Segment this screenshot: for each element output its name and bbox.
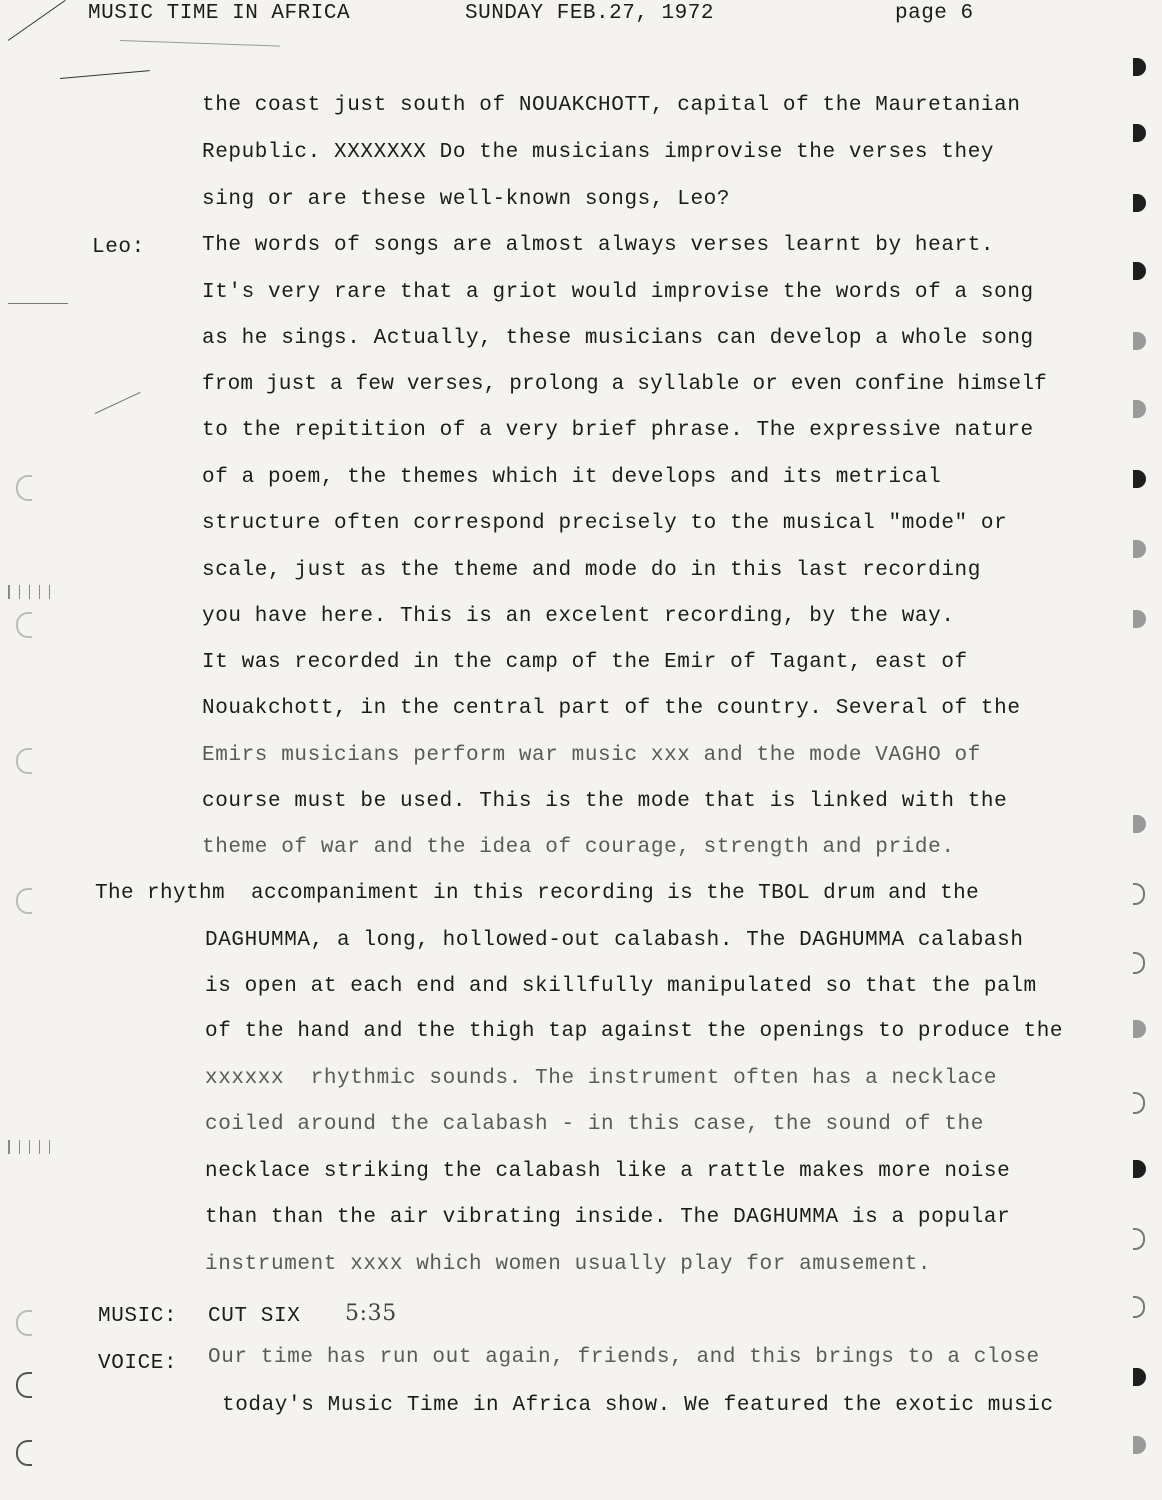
binder-hole <box>1133 610 1146 628</box>
script-line: DAGHUMMA, a long, hollowed-out calabash. The DAGHUMMA calabash <box>205 929 1024 952</box>
binder-hole <box>1133 1020 1146 1038</box>
pen-mark <box>60 70 150 79</box>
script-line: The rhythm accompaniment in this recording is the TBOL drum and the <box>95 882 980 905</box>
binder-hole <box>1133 400 1146 418</box>
edge-tick-marks <box>8 1140 53 1154</box>
binder-hole <box>1133 194 1146 212</box>
binder-hole <box>1133 815 1146 833</box>
binder-hole <box>1133 1368 1146 1386</box>
binder-ring-mark <box>16 1440 32 1466</box>
script-line: of the hand and the thigh tap against the openings to produce the <box>205 1020 1064 1043</box>
script-line: coiled around the calabash - in this case, the sound of the <box>205 1113 984 1136</box>
script-line: instrument xxxx which women usually play for amusement. <box>205 1253 932 1276</box>
music-cue: CUT SIX <box>208 1305 301 1328</box>
script-line: Emirs musicians perform war music xxx and the mode VAGHO of <box>202 744 981 767</box>
script-line: structure often correspond precisely to the musical "mode" or <box>202 512 1008 535</box>
binder-hole <box>1133 1228 1145 1250</box>
script-line: course must be used. This is the mode that is linked with the <box>202 790 1008 813</box>
binder-hole <box>1133 883 1145 905</box>
script-line: sing or are these well-known songs, Leo? <box>202 188 731 211</box>
script-line: you have here. This is an excelent recording, by the way. <box>202 605 955 628</box>
binder-hole <box>1133 332 1146 350</box>
speaker-label-music: MUSIC: <box>98 1305 178 1328</box>
script-line: of a poem, the themes which it develops and its metrical <box>202 466 942 489</box>
binder-ring-mark <box>16 748 32 774</box>
program-title: MUSIC TIME IN AFRICA <box>88 2 351 25</box>
binder-ring-mark <box>16 475 32 501</box>
script-line: as he sings. Actually, these musicians can develop a whole song <box>202 327 1034 350</box>
script-line: from just a few verses, prolong a syllable or even confine himself <box>202 373 1047 396</box>
script-line: today's Music Time in Africa show. We featured the exotic music <box>222 1394 1054 1417</box>
pen-mark <box>8 303 68 304</box>
binder-hole <box>1133 58 1146 76</box>
binder-ring-mark <box>16 612 32 638</box>
script-line: Republic. XXXXXXX Do the musicians improvise the verses they <box>202 141 995 164</box>
script-line: scale, just as the theme and mode do in this last recording <box>202 559 981 582</box>
pen-mark <box>95 392 141 414</box>
script-line: theme of war and the idea of courage, strength and pride. <box>202 836 955 859</box>
script-line: to the repitition of a very brief phrase. The expressive nature <box>202 419 1034 442</box>
binder-hole <box>1133 1092 1145 1114</box>
script-line: necklace striking the calabash like a rattle makes more noise <box>205 1160 1011 1183</box>
edge-tick-marks <box>8 585 53 599</box>
binder-hole <box>1133 1160 1146 1178</box>
binder-hole <box>1133 1436 1146 1454</box>
binder-ring-mark <box>16 888 32 914</box>
script-line: the coast just south of NOUAKCHOTT, capital of the Mauretanian <box>202 94 1021 117</box>
binder-hole <box>1133 124 1146 142</box>
pen-mark <box>8 0 66 41</box>
script-line: It was recorded in the camp of the Emir of Tagant, east of <box>202 651 968 674</box>
binder-hole <box>1133 470 1146 488</box>
binder-ring-mark <box>16 1372 32 1398</box>
script-line: Our time has run out again, friends, and this brings to a close <box>208 1346 1040 1369</box>
script-line: The words of songs are almost always verses learnt by heart. <box>202 234 995 257</box>
binder-hole <box>1133 1296 1145 1318</box>
page-number: page 6 <box>895 2 974 25</box>
script-line: is open at each end and skillfully manipulated so that the palm <box>205 975 1037 998</box>
binder-hole <box>1133 540 1146 558</box>
binder-hole <box>1133 262 1146 280</box>
script-line: Nouakchott, in the central part of the country. Several of the <box>202 697 1021 720</box>
binder-ring-mark <box>16 1310 32 1336</box>
speaker-label-leo: Leo: <box>92 236 145 259</box>
pen-mark <box>120 40 280 47</box>
script-line: It's very rare that a griot would improvise the words of a song <box>202 281 1034 304</box>
broadcast-date: SUNDAY FEB.27, 1972 <box>465 2 714 25</box>
speaker-label-voice: VOICE: <box>98 1352 178 1375</box>
script-line: than than the air vibrating inside. The DAGHUMMA is a popular <box>205 1206 1011 1229</box>
script-line: xxxxxx rhythmic sounds. The instrument often has a necklace <box>205 1067 998 1090</box>
binder-hole <box>1133 952 1145 974</box>
handwritten-timing: 5:35 <box>345 1301 397 1326</box>
